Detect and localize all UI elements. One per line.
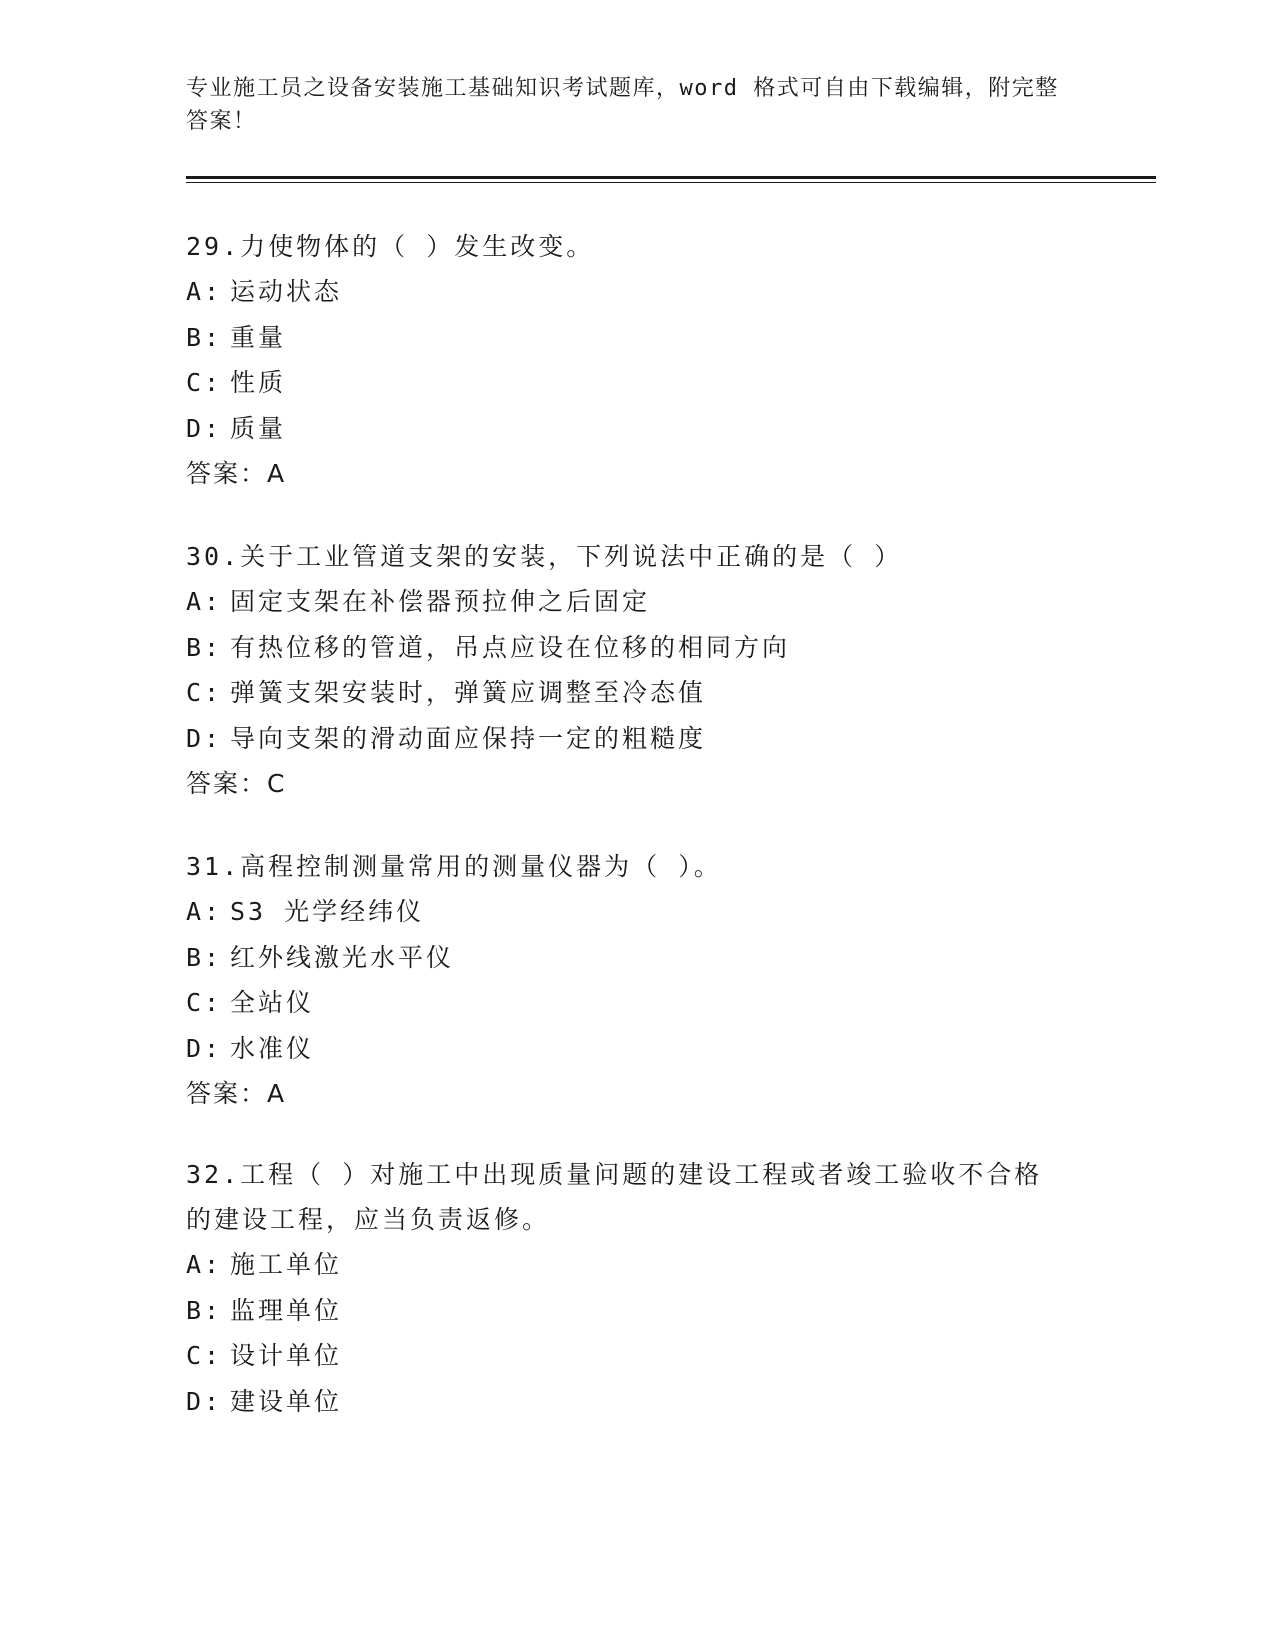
- option-text: 质量: [230, 413, 287, 443]
- option-text: 监理单位: [230, 1295, 343, 1325]
- option-b: [186, 315, 1066, 361]
- option-letter: B:: [186, 322, 223, 352]
- option-b: [186, 935, 1066, 981]
- option-letter: D:: [186, 413, 223, 443]
- option-d: [186, 1026, 1066, 1072]
- option-letter: C:: [186, 368, 223, 397]
- option-d: [186, 406, 1066, 452]
- option-c: [186, 670, 1066, 716]
- option-letter: C:: [186, 988, 223, 1017]
- option-text: 水准仪: [230, 1033, 315, 1063]
- option-letter: B:: [186, 942, 223, 972]
- option-c: [186, 1333, 1066, 1379]
- option-text: 性质: [230, 368, 287, 397]
- question-stem: 29.力使物体的（ ）发生改变。: [186, 232, 595, 261]
- option-a: [186, 1242, 1066, 1288]
- answer-line: 答案：C: [186, 769, 287, 798]
- option-letter: C:: [186, 678, 223, 707]
- option-letter: A:: [186, 1250, 223, 1279]
- option-text: 弹簧支架安装时，弹簧应调整至冷态值: [230, 678, 707, 707]
- option-letter: D:: [186, 1386, 223, 1416]
- option-letter: A:: [186, 587, 223, 616]
- answer-line: 答案：A: [186, 1079, 287, 1108]
- option-text: 导向支架的滑动面应保持一定的粗糙度: [230, 723, 707, 753]
- option-letter: A:: [186, 897, 223, 926]
- option-text: 施工单位: [230, 1250, 343, 1279]
- question-30: [186, 534, 1066, 807]
- option-text: 红外线激光水平仪: [230, 942, 455, 972]
- option-b: [186, 1288, 1066, 1334]
- option-text: 运动状态: [230, 277, 343, 306]
- header-divider-thick: [186, 176, 1156, 179]
- option-letter: D:: [186, 723, 223, 753]
- option-text: S3 光学经纬仪: [230, 897, 425, 926]
- option-text: 重量: [230, 322, 287, 352]
- question-32: [186, 1152, 1066, 1424]
- option-a: [186, 269, 1066, 315]
- question-stem: 31.高程控制测量常用的测量仪器为（ ）。: [186, 852, 722, 881]
- option-letter: A:: [186, 277, 223, 306]
- question-stem: 32.工程（ ）对施工中出现质量问题的建设工程或者竣工验收不合格的建设工程，应当负责返修。: [186, 1160, 1043, 1234]
- option-letter: B:: [186, 1295, 223, 1325]
- option-text: 建设单位: [230, 1386, 343, 1416]
- option-d: [186, 1379, 1066, 1425]
- option-letter: D:: [186, 1033, 223, 1063]
- option-letter: B:: [186, 632, 223, 662]
- option-d: [186, 716, 1066, 762]
- option-text: 有热位移的管道，吊点应设在位移的相同方向: [230, 632, 791, 662]
- document-header: 专业施工员之设备安装施工基础知识考试题库，word 格式可自由下载编辑，附完整答案！: [186, 76, 1059, 134]
- question-29: [186, 224, 1066, 497]
- option-c: [186, 360, 1066, 406]
- question-31: [186, 844, 1066, 1117]
- option-text: 全站仪: [230, 988, 315, 1017]
- option-a: [186, 579, 1066, 625]
- question-stem: 30.关于工业管道支架的安装，下列说法中正确的是（ ）: [186, 542, 903, 571]
- option-c: [186, 980, 1066, 1026]
- option-text: 设计单位: [230, 1341, 343, 1370]
- answer-line: 答案：A: [186, 459, 287, 488]
- option-text: 固定支架在补偿器预拉伸之后固定: [230, 587, 651, 616]
- option-letter: C:: [186, 1341, 223, 1370]
- header-divider-thin: [186, 182, 1156, 183]
- option-b: [186, 625, 1066, 671]
- option-a: [186, 889, 1066, 935]
